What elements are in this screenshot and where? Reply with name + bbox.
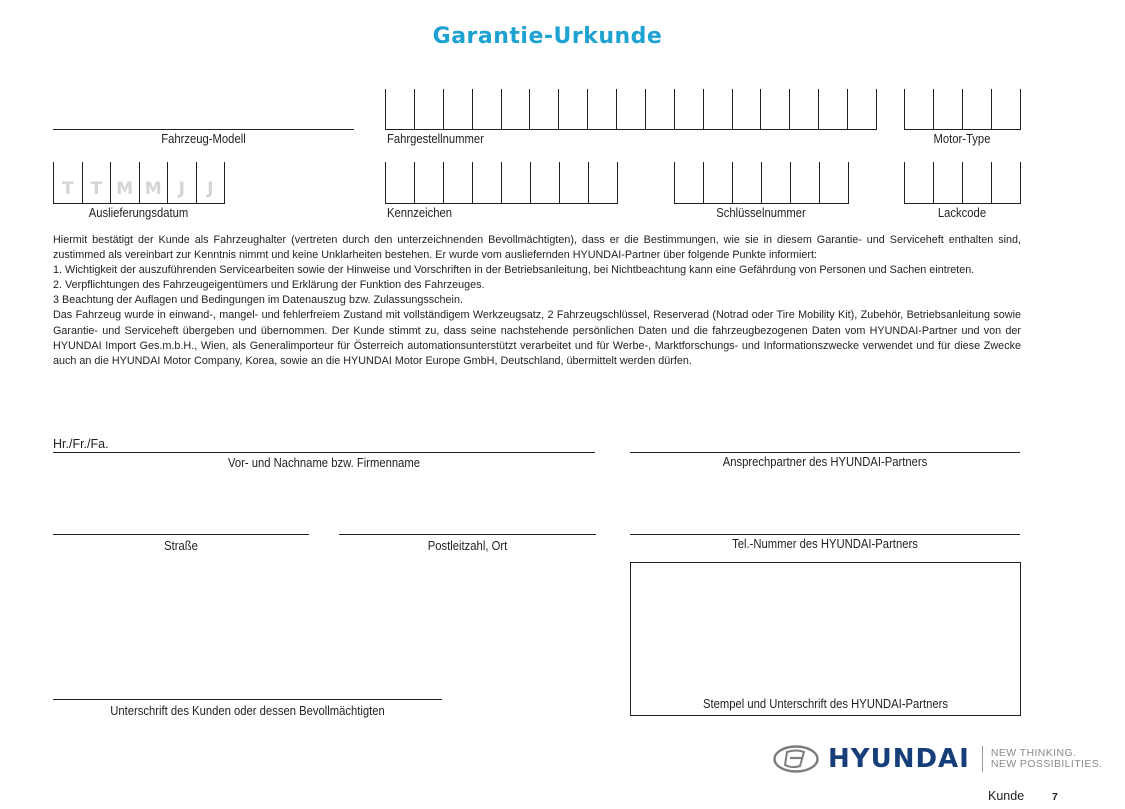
- postal-city-field[interactable]: [339, 533, 596, 535]
- declaration-point: 1. Wichtigkeit der auszuführenden Servicearbeiten sowie der Hinweise und Vorschriften in der Betriebsanleitung, bei Nichtbeachtung kann eine Gefährdung von Personen und Sachen eintreten.: [53, 264, 975, 277]
- license-plate-box: [560, 162, 589, 203]
- street-field[interactable]: [53, 533, 309, 535]
- postal-city-label: Postleitzahl, Ort: [427, 539, 508, 553]
- partner-phone-field[interactable]: [630, 533, 1020, 535]
- vin-box: [559, 89, 588, 129]
- declaration-closing: Das Fahrzeug wurde in einwand-, mangel- und fehlerfreiem Zustand mit vollständigem Werkzeugsatz, 2 Fahrzeugschlüssel, Reserverad (Notrad oder Tire Mobility Kit), Zubehör, Betriebsanleitung sowie Garantie- und Serviceheft übergeben und übernommen. Der Kunde stimmt zu, dass seine nachstehende persönlichen Daten und die fahrzeugbezogenen Daten vom HYUNDAI-Partner und von der HYUNDAI Import Ges.m.b.H., Wien, als Generalimporteur für Österreich automationsunterstützt verarbeitet und für Werbe-, Marktforschungs- und Informationszwecke verwendet und für diese Zwecke auch an die HYUNDAI Motor Company, Korea, sowie an die HYUNDAI Motor Europe GmbH, Deutschland, übermittelt werden dürfen.: [53, 309, 1021, 367]
- date-digit-box: J: [168, 162, 197, 203]
- delivery-date-field[interactable]: [53, 162, 225, 204]
- customer-signature-label: Unterschrift des Kunden oder dessen Bevollmächtigten: [110, 704, 385, 718]
- date-digit-box: T: [83, 162, 112, 203]
- partner-stamp-box[interactable]: [630, 562, 1021, 716]
- partner-contact-label: Ansprechpartner des HYUNDAI-Partners: [722, 455, 928, 469]
- brand-slogan: [991, 748, 1103, 770]
- vin-box: [733, 89, 762, 129]
- date-digit-box: T: [54, 162, 83, 203]
- declaration-text: [53, 233, 1021, 369]
- license-plate-box: [444, 162, 473, 203]
- vin-box: [848, 89, 877, 129]
- paint-code-field[interactable]: [904, 162, 1021, 204]
- declaration-point: 2. Verpflichtungen des Fahrzeugeigentümers und Erklärung der Funktion des Fahrzeuges.: [53, 279, 485, 292]
- page-title: Garantie-Urkunde: [432, 24, 663, 49]
- date-digit-box: M: [140, 162, 169, 203]
- vin-label: Fahrgestellnummer: [387, 132, 484, 146]
- engine-type-box: [934, 89, 963, 129]
- brand-logo: [773, 744, 1103, 774]
- date-digit-box: J: [197, 162, 226, 203]
- brand-separator: [982, 746, 983, 772]
- vin-box: [386, 89, 415, 129]
- street-label: Straße: [164, 539, 198, 553]
- slogan-line-2: NEW POSSIBILITIES.: [990, 758, 1103, 770]
- page-number: 7: [1052, 791, 1058, 803]
- paint-code-box: [963, 162, 992, 203]
- customer-signature-field[interactable]: [53, 698, 442, 700]
- engine-type-field[interactable]: [904, 89, 1021, 130]
- key-number-field[interactable]: [674, 162, 849, 204]
- vin-box: [790, 89, 819, 129]
- partner-phone-label: Tel.-Nummer des HYUNDAI-Partners: [732, 537, 918, 551]
- license-plate-field[interactable]: [385, 162, 618, 204]
- vehicle-model-label: Fahrzeug-Modell: [161, 132, 246, 146]
- key-number-box: [733, 162, 762, 203]
- vin-box: [530, 89, 559, 129]
- footer-section-label: Kunde: [988, 789, 1025, 803]
- vin-box: [617, 89, 646, 129]
- vin-field[interactable]: [385, 89, 877, 130]
- vin-box: [473, 89, 502, 129]
- key-number-box: [791, 162, 820, 203]
- vin-box: [502, 89, 531, 129]
- key-number-box: [704, 162, 733, 203]
- vin-box: [444, 89, 473, 129]
- vin-box: [819, 89, 848, 129]
- key-number-box: [675, 162, 704, 203]
- partner-stamp-label: Stempel und Unterschrift des HYUNDAI-Partners: [702, 697, 949, 711]
- date-digit-box: M: [111, 162, 140, 203]
- slogan-line-1: NEW THINKING.: [990, 747, 1077, 759]
- paint-code-box: [905, 162, 934, 203]
- vin-box: [704, 89, 733, 129]
- vin-box: [588, 89, 617, 129]
- salutation-prefix: Hr./Fr./Fa.: [53, 437, 109, 451]
- declaration-point: 3 Beachtung der Auflagen und Bedingungen im Datenauszug bzw. Zulassungsschein.: [53, 294, 463, 307]
- license-plate-box: [531, 162, 560, 203]
- vehicle-model-field[interactable]: [53, 128, 354, 130]
- paint-code-box: [992, 162, 1021, 203]
- engine-type-box: [992, 89, 1021, 129]
- license-plate-box: [415, 162, 444, 203]
- license-plate-box: [589, 162, 618, 203]
- delivery-date-label: Auslieferungsdatum: [88, 206, 189, 220]
- paint-code-label: Lackcode: [937, 206, 987, 220]
- license-plate-box: [502, 162, 531, 203]
- customer-name-label: Vor- und Nachname bzw. Firmenname: [228, 456, 420, 470]
- paint-code-box: [934, 162, 963, 203]
- vin-box: [646, 89, 675, 129]
- vin-box: [675, 89, 704, 129]
- vin-box: [415, 89, 444, 129]
- customer-name-field[interactable]: [53, 451, 595, 453]
- engine-type-box: [905, 89, 934, 129]
- engine-type-label: Motor-Type: [933, 132, 991, 146]
- hyundai-emblem-icon: [773, 744, 819, 774]
- vin-box: [761, 89, 790, 129]
- declaration-intro: Hiermit bestätigt der Kunde als Fahrzeughalter (vertreten durch den unterzeichnenden Bevollmächtigten), dass er die Bestimmungen, wie sie in diesem Garantie- und Serviceheft enthalten sind, zustimmed als vereinbart zur Kenntnis nimmt und keine Unklarheiten bestehen. Er wurde vom ausliefernden HYUNDAI-Partner über folgende Punkte informiert:: [53, 234, 1021, 262]
- license-plate-box: [473, 162, 502, 203]
- key-number-box: [820, 162, 849, 203]
- partner-contact-field[interactable]: [630, 451, 1020, 453]
- brand-wordmark: HYUNDAI: [828, 744, 970, 774]
- engine-type-box: [963, 89, 992, 129]
- license-plate-label: Kennzeichen: [387, 206, 453, 220]
- license-plate-box: [386, 162, 415, 203]
- key-number-label: Schlüsselnummer: [716, 206, 806, 220]
- key-number-box: [762, 162, 791, 203]
